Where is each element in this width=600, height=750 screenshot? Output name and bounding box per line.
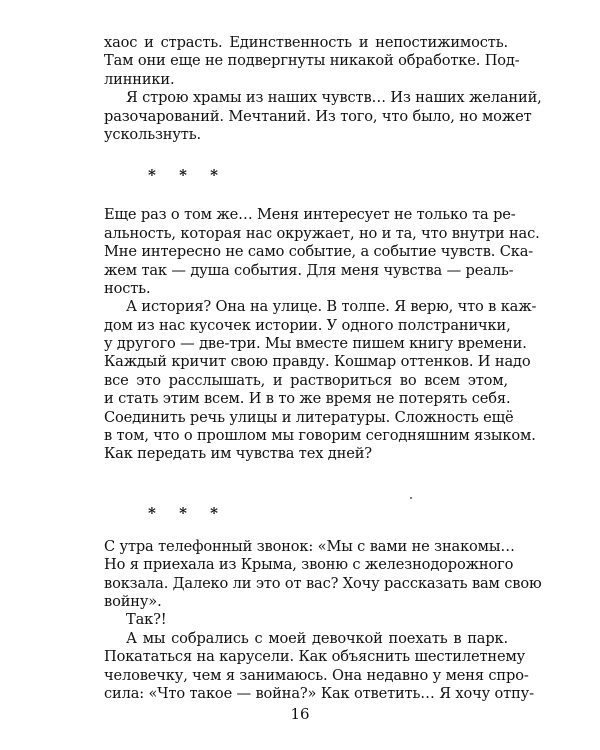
text-line: Мне интересно не само событие, а событие чувств. Ска- (104, 243, 534, 261)
text-line: линники. (104, 70, 175, 88)
paragraph-1 (104, 34, 520, 89)
text-line: хаос и страсть. Единственность и непостижимость. (104, 34, 508, 51)
text-line: ность. (104, 279, 151, 297)
section-separator: * * * (148, 166, 227, 185)
text-line: сила: «Что такое — война?» Как ответить… Я хочу отпу- (104, 684, 534, 702)
text-line: дом из нас кусочек истории. У одного полстранички, (104, 316, 511, 334)
text-line: жем так — душа события. Для меня чувства — реаль- (104, 261, 514, 279)
text-line: вокзала. Далеко ли это от вас? Хочу рассказать вам свою (104, 574, 542, 592)
text-line: и стать этим всем. И в то же время не потерять себя. (104, 390, 511, 408)
text-line: разочарований. Мечтаний. Из того, что было, но может (104, 107, 532, 125)
text-line: Соединить речь улицы и литературы. Сложность ещё (104, 408, 514, 426)
paragraph-2 (104, 89, 542, 144)
paragraph-3 (104, 206, 540, 298)
text-line: Там они еще не подвергнуты никакой обработке. Под- (104, 52, 520, 70)
text-line: А история? Она на улице. В толпе. Я верю, что в каж- (126, 298, 537, 316)
paragraph-4 (104, 298, 537, 464)
text-line: войну». (104, 592, 162, 610)
print-speck (410, 497, 412, 499)
text-line: у другого — две-три. Мы вместе пишем книгу времени. (104, 335, 527, 353)
text-line: Я строю храмы из наших чувств… Из наших желаний, (126, 89, 542, 107)
text-line: человечку, чем я занимаюсь. Она недавно у меня спро- (104, 666, 529, 684)
text-line: Покататься на карусели. Как объяснить шестилетнему (104, 648, 526, 666)
section-separator: * * * (148, 503, 227, 522)
text-line: Но я приехала из Крыма, звоню с железнодорожного (104, 556, 514, 574)
paragraph-7 (104, 629, 534, 704)
paragraph-5 (104, 537, 542, 612)
text-line: альность, которая нас окружает, но и та, что внутри нас. (104, 224, 540, 242)
text-line: Еще раз о том же… Меня интересует не только та ре- (104, 206, 516, 224)
paragraph-6 (104, 611, 508, 629)
text-line: Каждый кричит свою правду. Кошмар оттенков. И надо (104, 353, 531, 371)
text-line: Как передать им чувства тех дней? (104, 445, 372, 463)
text-line: все это расслышать, и раствориться во всем этом, (104, 371, 508, 389)
text-line: С утра телефонный звонок: «Мы с вами не знакомы… (104, 537, 515, 555)
page-number: 16 (290, 705, 310, 723)
text-line: в том, что о прошлом мы говорим сегодняшним языком. (104, 427, 536, 445)
text-line: ускользнуть. (104, 125, 202, 143)
text-line: А мы собрались с моей девочкой поехать в парк. (126, 629, 508, 647)
book-page-text (104, 34, 542, 703)
text-line: Так?! (126, 611, 167, 629)
